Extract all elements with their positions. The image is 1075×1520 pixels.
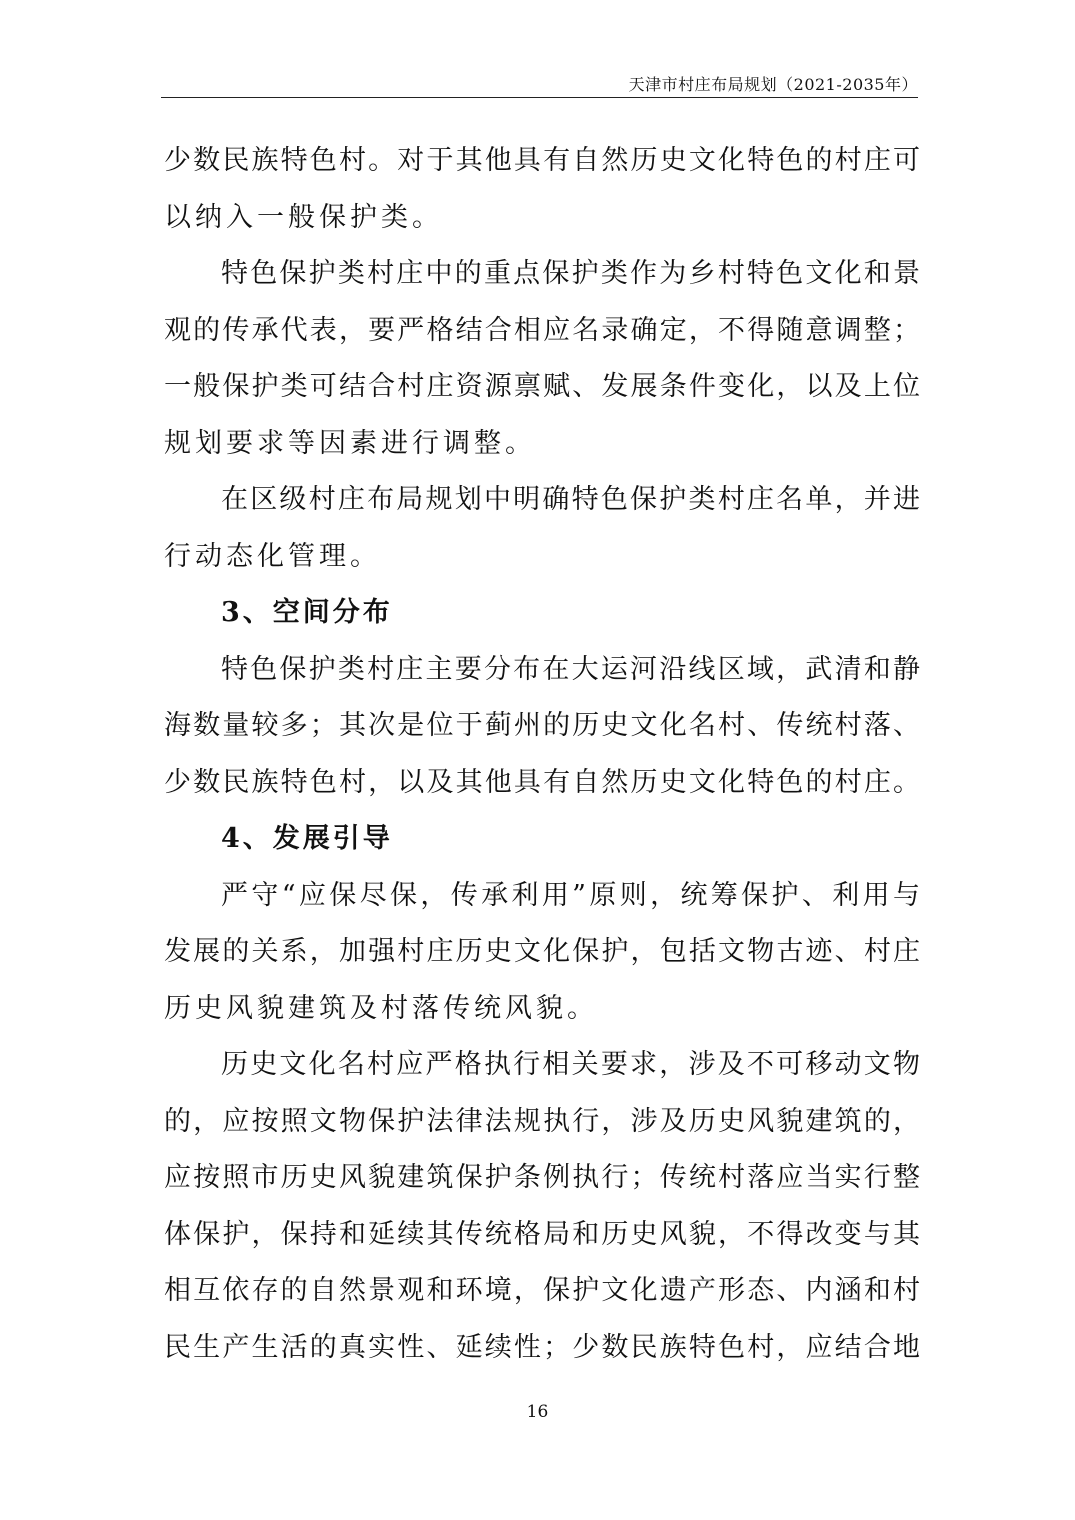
text-line: 少数民族特色村。对于其他具有自然历史文化特色的村庄可 xyxy=(164,145,920,176)
header-title: 天津市村庄布局规划（2021-2035年） xyxy=(628,75,918,94)
text-line: 发展的关系，加强村庄历史文化保护，包括文物古迹、村庄 xyxy=(164,936,920,967)
text-line: 海数量较多；其次是位于蓟州的历史文化名村、传统村落、 xyxy=(164,710,920,741)
text-line: 历史风貌建筑及村落传统风貌。 xyxy=(164,992,598,1024)
text-line: 一般保护类可结合村庄资源禀赋、发展条件变化，以及上位 xyxy=(164,371,920,402)
text-line: 民生产生活的真实性、延续性；少数民族特色村，应结合地 xyxy=(164,1331,920,1363)
body-text xyxy=(164,133,920,1376)
text-line: 应按照市历史风貌建筑保护条例执行；传统村落应当实行整 xyxy=(164,1162,920,1193)
text-line: 特色保护类村庄中的重点保护类作为乡村特色文化和景 xyxy=(221,258,920,289)
text-line: 在区级村庄布局规划中明确特色保护类村庄名单，并进 xyxy=(221,484,920,515)
text-line: 特色保护类村庄主要分布在大运河沿线区域，武清和静 xyxy=(221,653,920,685)
section-heading: 3、空间分布 xyxy=(221,597,393,628)
paragraph xyxy=(164,133,920,246)
text-line: 以纳入一般保护类。 xyxy=(164,201,443,233)
text-line: 历史文化名村应严格执行相关要求，涉及不可移动文物 xyxy=(221,1049,920,1080)
page-number: 16 xyxy=(526,1402,549,1422)
paragraph xyxy=(164,642,920,812)
text-line: 行动态化管理。 xyxy=(164,540,381,572)
text-line: 的，应按照文物保护法律法规执行，涉及历史风貌建筑的， xyxy=(164,1105,920,1137)
text-line: 严守“应保尽保，传承利用”原则，统筹保护、利用与 xyxy=(221,879,920,911)
section-heading: 4、发展引导 xyxy=(221,823,393,854)
paragraph xyxy=(164,472,920,585)
paragraph xyxy=(164,246,920,472)
text-line: 观的传承代表，要严格结合相应名录确定，不得随意调整； xyxy=(164,314,920,346)
text-line: 少数民族特色村，以及其他具有自然历史文化特色的村庄。 xyxy=(164,766,920,798)
paragraph xyxy=(164,868,920,1038)
text-line: 规划要求等因素进行调整。 xyxy=(164,427,536,459)
paragraph xyxy=(164,1037,920,1376)
text-line: 相互依存的自然景观和环境，保护文化遗产形态、内涵和村 xyxy=(164,1275,920,1306)
page-header xyxy=(161,62,918,98)
text-line: 体保护，保持和延续其传统格局和历史风貌，不得改变与其 xyxy=(164,1218,920,1250)
